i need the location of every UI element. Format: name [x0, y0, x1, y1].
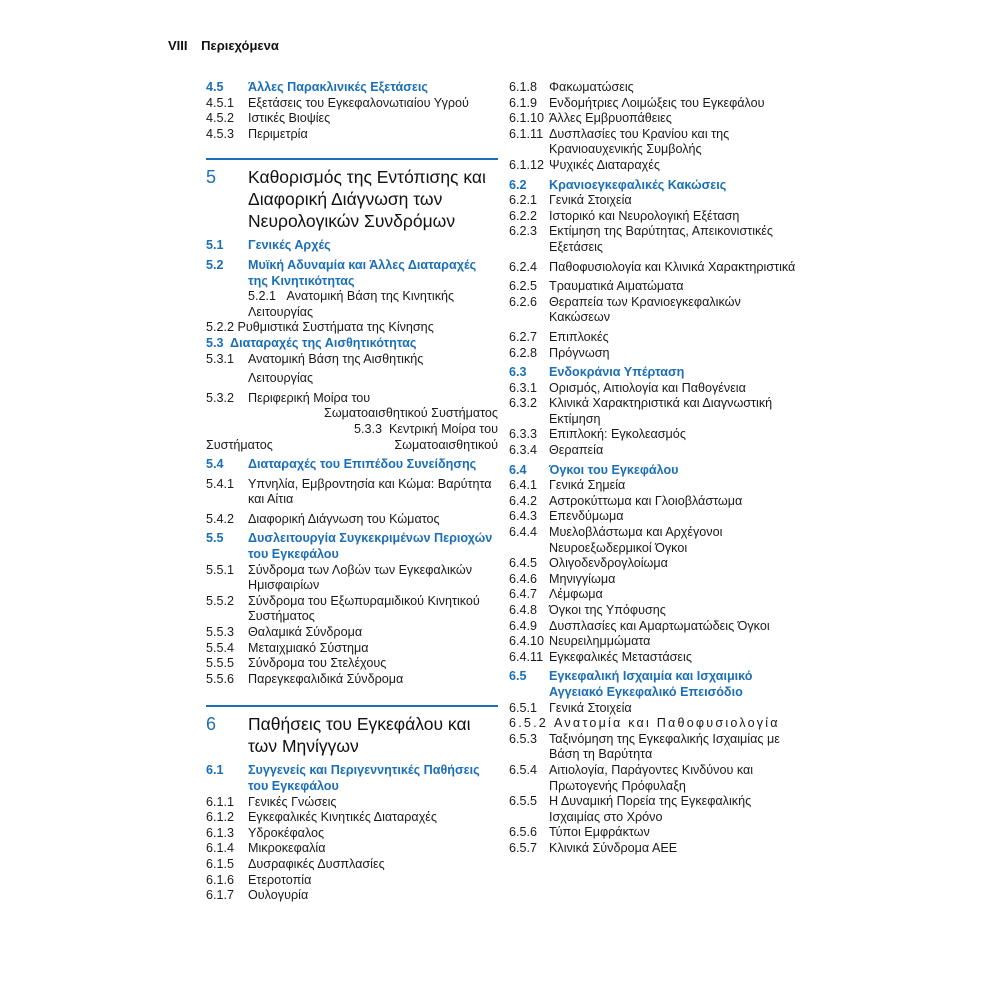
- toc-entry[interactable]: 6.1.11 Δυσπλασίες του Κρανίου και της Κρανιοαυχενικής Συμβολής: [509, 126, 730, 157]
- chapter-title: Παθήσεις του Εγκεφάλου και των Μηνίγγων: [248, 714, 471, 757]
- toc-entry[interactable]: 5.4.2 Διαφορική Διάγνωση του Κώματος: [206, 511, 440, 526]
- toc-section[interactable]: 5.2 Μυϊκή Αδυναμία και Άλλες Διαταραχές της Κινητικότητας: [206, 257, 477, 288]
- toc-entry[interactable]: 6.4.1 Γενικά Σημεία: [509, 478, 626, 493]
- page-header: [168, 38, 279, 53]
- chapter-number: 5: [206, 167, 217, 188]
- toc-entry[interactable]: 6.4.5 Ολιγοδενδρογλοίωμα: [509, 556, 668, 571]
- toc-entry[interactable]: 6.1.8 Φακωματώσεις: [509, 80, 634, 94]
- toc-section[interactable]: 5.5 Δυσλειτουργία Συγκεκριμένων Περιοχών του Εγκεφάλου: [206, 531, 493, 562]
- toc-entry[interactable]: 5.5.3 Θαλαμικά Σύνδρομα: [206, 625, 363, 640]
- toc-entry[interactable]: 6.1.9 Ενδομήτριες Λοιμώξεις του Εγκεφάλου: [509, 95, 765, 110]
- toc-entry[interactable]: 6.1.1 Γενικές Γνώσεις: [206, 794, 337, 809]
- toc-entry[interactable]: 6.5.6 Τύποι Εμφράκτων: [509, 825, 650, 840]
- toc-entry[interactable]: 6.5.7 Κλινικά Σύνδρομα ΑΕΕ: [509, 840, 678, 855]
- toc-section[interactable]: 4.5 Άλλες Παρακλινικές Εξετάσεις: [206, 80, 428, 94]
- toc-entry[interactable]: 6.2.6 Θεραπεία των Κρανιοεγκεφαλικών Κακώσεων: [509, 294, 741, 325]
- toc-entry[interactable]: 5.3.2 Περιφερική Μοίρα του: [206, 390, 371, 405]
- toc-entry[interactable]: 6.1.6 Ετεροτοπία: [206, 872, 312, 887]
- toc-entry[interactable]: 6.2.5 Τραυματικά Αιματώματα: [509, 279, 684, 294]
- toc-entry[interactable]: 6.4.2 Αστροκύττωμα και Γλοιοβλάστωμα: [509, 493, 743, 508]
- toc-right-column: [509, 80, 799, 857]
- toc-entry[interactable]: 5.5.2 Σύνδρομα του Εξωπυραμιδικού Κινητικού Συστήματος: [206, 593, 480, 624]
- toc-entry[interactable]: 6.4.11 Εγκεφαλικές Μεταστάσεις: [509, 649, 692, 664]
- toc-entry[interactable]: 6.1.7 Ουλογυρία: [206, 888, 309, 903]
- toc-entry[interactable]: 5.5.5 Σύνδρομα του Στελέχους: [206, 656, 387, 671]
- toc-section[interactable]: 5.1 Γενικές Αρχές: [206, 238, 331, 253]
- toc-entry[interactable]: 6.5.4 Αιτιολογία, Παράγοντες Κινδύνου και Πρωτογενής Πρόφυλαξη: [509, 762, 754, 793]
- toc-entry[interactable]: 6.5.3 Ταξινόμηση της Εγκεφαλικής Ισχαιμίας με Βάση τη Βαρύτητα: [509, 731, 780, 762]
- toc-entry[interactable]: 6.2.7 Επιπλοκές: [509, 329, 609, 344]
- toc-entry[interactable]: 6.4.8 Όγκοι της Υπόφυσης: [509, 603, 666, 617]
- toc-entry[interactable]: 6.1.2 Εγκεφαλικές Κινητικές Διαταραχές: [206, 810, 437, 825]
- toc-entry[interactable]: 6.2.8 Πρόγνωση: [509, 345, 610, 360]
- toc-entry[interactable]: 6.4.7 Λέμφωμα: [509, 587, 603, 602]
- toc-entry[interactable]: 6.1.10 Άλλες Εμβρυοπάθειες: [509, 111, 672, 126]
- toc-section[interactable]: 6.5 Εγκεφαλική Ισχαιμία και Ισχαιμικό Αγγειακό Εγκεφαλικό Επεισόδιο: [509, 669, 753, 699]
- toc-entry[interactable]: 6.1.5 Δυσραφικές Δυσπλασίες: [206, 856, 385, 871]
- toc-entry[interactable]: 6.4.3 Επενδύμωμα: [509, 509, 624, 524]
- toc-entry[interactable]: 6.3.4 Θεραπεία: [509, 443, 604, 458]
- toc-entry[interactable]: 5.4.1 Υπνηλία, Εμβροντησία και Κώμα: Βαρύτητα και Αίτια: [206, 476, 492, 507]
- toc-entry[interactable]: 4.5.2 Ιστικές Βιοψίες: [206, 111, 331, 126]
- toc-entry[interactable]: 6.5.2 Ανατομία και Παθοφυσιολογία: [509, 716, 780, 731]
- toc-section[interactable]: 6.3 Ενδοκράνια Υπέρταση: [509, 365, 685, 380]
- toc-entry[interactable]: 5.2.2 Ρυθμιστικά Συστήματα της Κίνησης: [206, 320, 434, 335]
- toc-entry[interactable]: 6.4.10 Νευρειλημμώματα: [509, 634, 651, 649]
- toc-entry[interactable]: 6.3.3 Επιπλοκή: Εγκολεασμός: [509, 427, 686, 442]
- toc-entry[interactable]: 6.5.5 Η Δυναμική Πορεία της Εγκεφαλικής Ισχαιμίας στο Χρόνο: [509, 794, 752, 824]
- toc-entry[interactable]: 6.1.12 Ψυχικές Διαταραχές: [509, 157, 660, 172]
- toc-chapter[interactable]: [206, 705, 498, 757]
- toc-entry[interactable]: 5.2.1 Ανατομική Βάση της Κινητικής Λειτουργίας: [248, 289, 455, 319]
- toc-entry[interactable]: 5.3.1 Ανατομική Βάση της Αισθητικής: [206, 351, 424, 366]
- toc-entry[interactable]: 6.2.2 Ιστορικό και Νευρολογική Εξέταση: [509, 208, 740, 223]
- toc-entry[interactable]: 6.2.1 Γενικά Στοιχεία: [509, 193, 632, 208]
- toc-section[interactable]: 5.4 Διαταραχές του Επιπέδου Συνείδησης: [206, 457, 477, 472]
- toc-section[interactable]: 6.2 Κρανιοεγκεφαλικές Κακώσεις: [509, 177, 727, 192]
- toc-entry[interactable]: 5.5.4 Μεταιχμιακό Σύστημα: [206, 640, 369, 655]
- toc-left-column: [206, 80, 498, 904]
- toc-chapter[interactable]: [206, 158, 498, 232]
- toc-entry[interactable]: 4.5.3 Περιμετρία: [206, 126, 308, 141]
- toc-entry[interactable]: 5.3.3 Κεντρική Μοίρα του: [354, 421, 498, 436]
- toc-entry[interactable]: 6.1.3 Υδροκέφαλος: [206, 825, 325, 840]
- toc-entry-continued: Σωματοαισθητικού Συστήματος: [324, 406, 498, 421]
- chapter-title: Καθορισμός της Εντόπισης και Διαφορική Διάγνωση των Νευρολογικών Συνδρόμων: [248, 167, 486, 232]
- toc-entry[interactable]: 6.1.4 Μικροκεφαλία: [206, 841, 326, 856]
- toc-section[interactable]: 6.1 Συγγενείς και Περιγεννητικές Παθήσεις του Εγκεφάλου: [206, 763, 480, 793]
- toc-entry-continued: Λειτουργίας: [248, 371, 314, 386]
- toc-entry[interactable]: 5.5.6 Παρεγκεφαλιδικά Σύνδρομα: [206, 671, 404, 686]
- toc-entry-continued: Συστήματος Σωματοαισθητικού: [206, 437, 498, 452]
- toc-entry[interactable]: 5.5.1 Σύνδρομα των Λοβών των Εγκεφαλικών Ημισφαιρίων: [206, 562, 473, 593]
- toc-entry[interactable]: 6.4.6 Μηνιγγίωμα: [509, 571, 616, 586]
- toc-entry[interactable]: 6.5.1 Γενικά Στοιχεία: [509, 700, 632, 715]
- page-title: Περιεχόμενα: [201, 38, 279, 53]
- toc-entry[interactable]: 6.4.4 Μυελοβλάστωμα και Αρχέγονοι Νευροεξωδερμικοί Όγκοι: [509, 525, 723, 555]
- toc-entry[interactable]: 6.2.3 Εκτίμηση της Βαρύτητας, Απεικονιστικές Εξετάσεις: [509, 224, 773, 254]
- chapter-number: 6: [206, 714, 217, 735]
- toc-entry[interactable]: 4.5.1 Εξετάσεις του Εγκεφαλονωτιαίου Υγρού: [206, 95, 469, 110]
- toc-entry[interactable]: 6.3.2 Κλινικά Χαρακτηριστικά και Διαγνωστική Εκτίμηση: [509, 396, 773, 426]
- page-number: VIII: [168, 38, 188, 53]
- toc-entry[interactable]: 6.3.1 Ορισμός, Αιτιολογία και Παθογένεια: [509, 380, 746, 395]
- toc-section[interactable]: 5.3 Διαταραχές της Αισθητικότητας: [206, 335, 417, 350]
- toc-entry[interactable]: 6.4.9 Δυσπλασίες και Αμαρτωματώδεις Όγκοι: [509, 618, 770, 633]
- toc-section[interactable]: 6.4 Όγκοι του Εγκεφάλου: [509, 462, 679, 477]
- toc-entry[interactable]: 6.2.4 Παθοφυσιολογία και Κλινικά Χαρακτηριστικά: [509, 259, 796, 274]
